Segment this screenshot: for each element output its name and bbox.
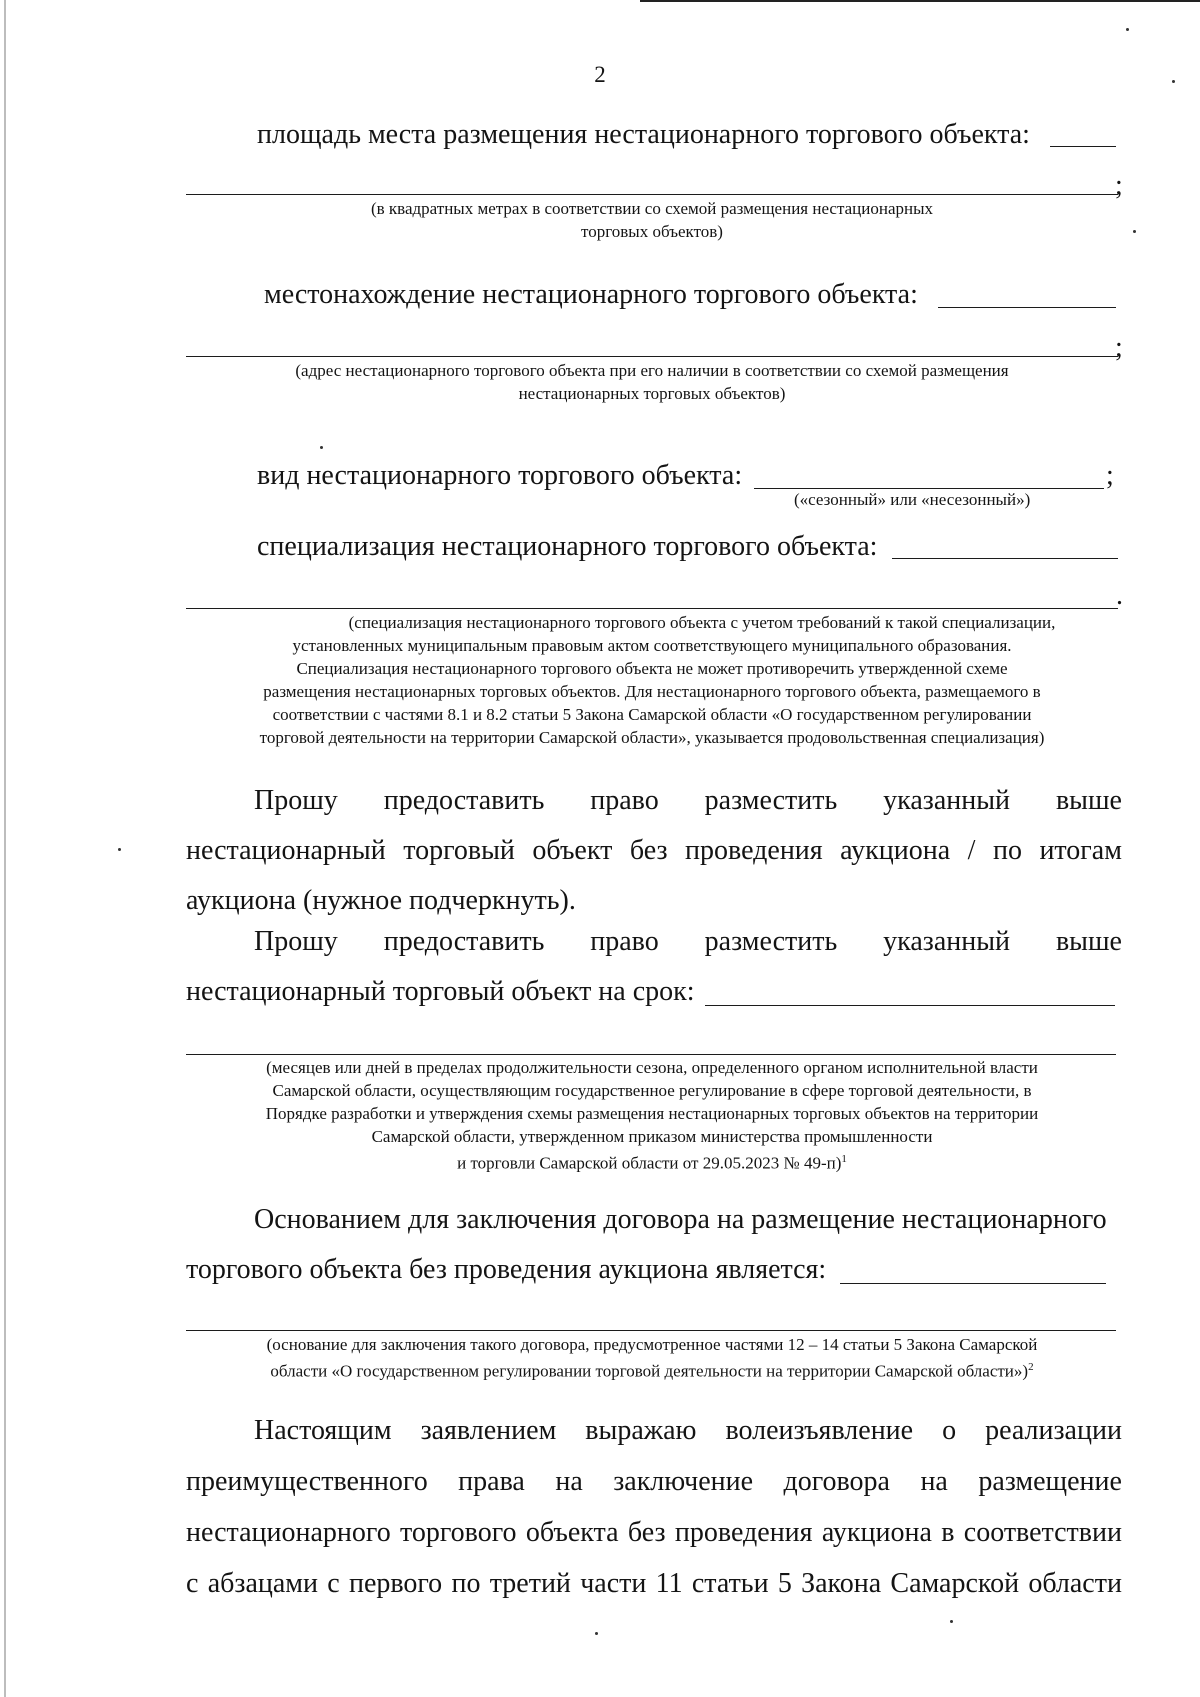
scan-speck <box>320 446 323 449</box>
term-hint-line: Порядке разработки и утверждения схемы размещения нестационарных торговых объектов на территории <box>265 1104 1039 1123</box>
area-hint-line1: (в квадратных метрах в соответствии со схемой размещения нестационарных <box>370 199 934 218</box>
scan-speck <box>1126 28 1129 31</box>
term-hint-line: (месяцев или дней в пределах продолжительности сезона, определенного органом исполнительной власти <box>266 1058 1038 1077</box>
request-paragraph-2 <box>186 917 1122 1017</box>
specialization-label: специализация нестационарного торгового объекта: <box>257 531 878 562</box>
area-input-line-2[interactable] <box>186 194 1118 195</box>
specialization-hint-line: соответствии с частями 8.1 и 8.2 статьи 5 Закона Самарской области «О государственном регулировании <box>272 705 1032 724</box>
type-label: вид нестационарного торгового объекта: <box>257 460 743 491</box>
basis-input-line-2[interactable] <box>186 1330 1116 1331</box>
left-edge-rule <box>4 0 6 1697</box>
request-1-line-3: аукциона (нужное подчеркнуть). <box>186 885 576 916</box>
specialization-end-mark: . <box>1116 580 1123 611</box>
type-end-mark: ; <box>1106 460 1114 491</box>
type-hint: («сезонный» или «несезонный») <box>794 490 1031 509</box>
request-1-line-1: Прошу предоставить право разместить указанный выше <box>254 785 1122 816</box>
type-input-line[interactable] <box>754 488 1104 489</box>
area-end-mark: ; <box>1115 170 1123 201</box>
term-input-line[interactable] <box>705 1005 1115 1006</box>
basis-hint-line2: области «О государственном регулировании торговой деятельности на территории Самарской области»)$^2$ <box>270 1361 1034 1381</box>
location-label: местонахождение нестационарного торгового объекта: <box>264 279 918 310</box>
declaration-line-4: с абзацами с первого по третий части 11 статьи 5 Закона Самарской области <box>186 1568 1122 1599</box>
area-input-line[interactable] <box>1050 146 1116 147</box>
request-2-line-2: нестационарный торговый объект на срок: <box>186 976 695 1007</box>
specialization-hint-line: торговой деятельности на территории Самарской области», указывается продовольственная специализация) <box>259 728 1045 747</box>
specialization-hint-line: размещения нестационарных торговых объектов. Для нестационарного торгового объекта, размещаемого в <box>263 682 1041 701</box>
basis-line-2: торгового объекта без проведения аукциона является: <box>186 1254 827 1285</box>
term-hint-line: Самарской области, утвержденном приказом министерства промышленности <box>371 1127 933 1146</box>
page-number: 2 <box>594 62 606 87</box>
request-paragraph-1 <box>186 776 1122 926</box>
scan-speck <box>950 1620 953 1623</box>
specialization-hint-line: (специализация нестационарного торгового объекта с учетом требований к такой специализации, <box>348 613 1056 632</box>
scan-speck <box>1133 230 1136 233</box>
scan-speck <box>595 1632 598 1635</box>
declaration-paragraph <box>186 1405 1122 1609</box>
specialization-hint-line: Специализация нестационарного торгового объекта не может противоречить утвержденной схеме <box>296 659 1008 678</box>
basis-paragraph <box>186 1195 1122 1295</box>
request-2-line-1: Прошу предоставить право разместить указанный выше <box>254 926 1122 957</box>
term-input-line-2[interactable] <box>186 1054 1116 1055</box>
location-input-line[interactable] <box>938 307 1116 308</box>
request-1-line-2: нестационарный торговый объект без проведения аукциона / по итогам <box>186 835 1122 866</box>
location-input-line-2[interactable] <box>186 356 1118 357</box>
declaration-line-1: Настоящим заявлением выражаю волеизъявление о реализации <box>254 1415 1122 1446</box>
basis-hint-line1: (основание для заключения такого договора, предусмотренное частями 12 – 14 статьи 5 Закона Самарской <box>266 1335 1038 1354</box>
footnote-mark-2: 2 <box>1028 1361 1034 1373</box>
location-hint-line2: нестационарных торговых объектов) <box>518 384 786 403</box>
area-label: площадь места размещения нестационарного торгового объекта: <box>257 119 1030 150</box>
term-hint-line-last: и торговли Самарской области от 29.05.2023 № 49-п)$^1$ <box>457 1153 847 1173</box>
location-hint-line1: (адрес нестационарного торгового объекта при его наличии в соответствии со схемой размещения <box>295 361 1009 380</box>
specialization-input-line[interactable] <box>892 558 1118 559</box>
scan-speck <box>118 848 121 851</box>
declaration-line-3: нестационарного торгового объекта без проведения аукциона в соответствии <box>186 1517 1122 1548</box>
area-hint-line2: торговых объектов) <box>581 222 723 241</box>
specialization-input-line-2[interactable] <box>186 608 1118 609</box>
basis-input-line[interactable] <box>840 1283 1106 1284</box>
footnote-mark-1: 1 <box>841 1153 847 1165</box>
basis-line-1: Основанием для заключения договора на размещение нестационарного <box>254 1204 1107 1235</box>
specialization-hint-line: установленных муниципальным правовым актом соответствующего муниципального образования. <box>292 636 1012 655</box>
location-end-mark: ; <box>1115 332 1123 363</box>
declaration-line-2: преимущественного права на заключение договора на размещение <box>186 1466 1122 1497</box>
scan-speck <box>1172 80 1175 83</box>
term-hint-line: Самарской области, осуществляющим государственное регулирование в сфере торговой деятельности, в <box>272 1081 1032 1100</box>
top-edge-rule <box>640 0 1200 2</box>
